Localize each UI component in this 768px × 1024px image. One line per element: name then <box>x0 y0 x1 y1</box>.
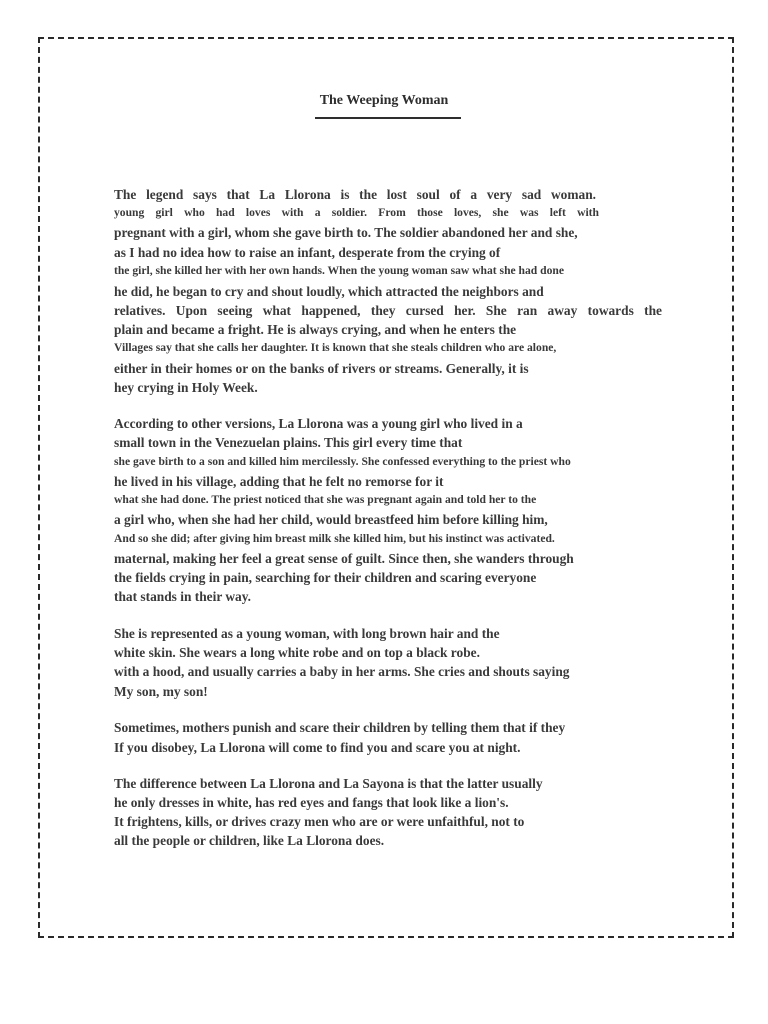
paragraph-1-line-7: relatives. Upon seeing what happened, they cursed her. She ran away towards the <box>114 303 662 318</box>
title-underline <box>315 117 461 119</box>
paragraph-2-line-1: According to other versions, La Llorona was a young girl who lived in a <box>114 416 523 431</box>
paragraph-2-line-4: he lived in his village, adding that he felt no remorse for it <box>114 474 444 489</box>
paragraph-1-line-5: the girl, she killed her with her own hands. When the young woman saw what she had done <box>114 264 564 277</box>
paragraph-4-line-1: Sometimes, mothers punish and scare their children by telling them that if they <box>114 720 566 735</box>
paragraph-4-line-2: If you disobey, La Llorona will come to find you and scare you at night. <box>114 740 521 755</box>
paragraph-2-line-7: And so she did; after giving him breast milk she killed him, but his instinct was activated. <box>114 532 555 545</box>
paragraph-1-line-6: he did, he began to cry and shout loudly, which attracted the neighbors and <box>114 284 544 299</box>
paragraph-5-line-1: The difference between La Llorona and La Sayona is that the latter usually <box>114 776 543 791</box>
paragraph-5-line-2: he only dresses in white, has red eyes and fangs that look like a lion's. <box>114 795 509 810</box>
paragraph-2-line-2: small town in the Venezuelan plains. This girl every time that <box>114 435 463 450</box>
paragraph-1-line-1: The legend says that La Llorona is the lost soul of a very sad woman. <box>114 187 596 202</box>
paragraph-2-line-9: the fields crying in pain, searching for their children and scaring everyone <box>114 570 537 585</box>
paragraph-2-line-5: what she had done. The priest noticed that she was pregnant again and told her to the <box>114 493 537 506</box>
paragraph-1-line-3: pregnant with a girl, whom she gave birth to. The soldier abandoned her and she, <box>114 225 578 240</box>
paragraph-2-line-10: that stands in their way. <box>114 589 252 604</box>
paragraph-1-line-10: either in their homes or on the banks of rivers or streams. Generally, it is <box>114 361 529 376</box>
document-title: The Weeping Woman <box>319 93 449 108</box>
paragraph-2-line-6: a girl who, when she had her child, would breastfeed him before killing him, <box>114 512 548 527</box>
paragraph-1-line-2: young girl who had loves with a soldier. From those loves, she was left with <box>114 206 599 219</box>
paragraph-1-line-11: hey crying in Holy Week. <box>114 380 258 395</box>
paragraph-1-line-9: Villages say that she calls her daughter. It is known that she steals children who are alone, <box>114 341 557 354</box>
paragraph-1-line-4: as I had no idea how to raise an infant, desperate from the crying of <box>114 245 501 260</box>
paragraph-3-line-2: white skin. She wears a long white robe and on top a black robe. <box>114 645 480 660</box>
paragraph-3-line-3: with a hood, and usually carries a baby in her arms. She cries and shouts saying <box>114 664 570 679</box>
paragraph-1-line-8: plain and became a fright. He is always crying, and when he enters the <box>114 322 517 337</box>
paragraph-3-line-1: She is represented as a young woman, with long brown hair and the <box>114 626 500 641</box>
paragraph-2-line-3: she gave birth to a son and killed him mercilessly. She confessed everything to the priest who <box>114 455 571 468</box>
paragraph-5-line-3: It frightens, kills, or drives crazy men who are or were unfaithful, not to <box>114 814 525 829</box>
paragraph-3-line-4: My son, my son! <box>114 684 208 699</box>
paragraph-5-line-4: all the people or children, like La Llorona does. <box>114 833 385 848</box>
paragraph-2-line-8: maternal, making her feel a great sense of guilt. Since then, she wanders through <box>114 551 574 566</box>
